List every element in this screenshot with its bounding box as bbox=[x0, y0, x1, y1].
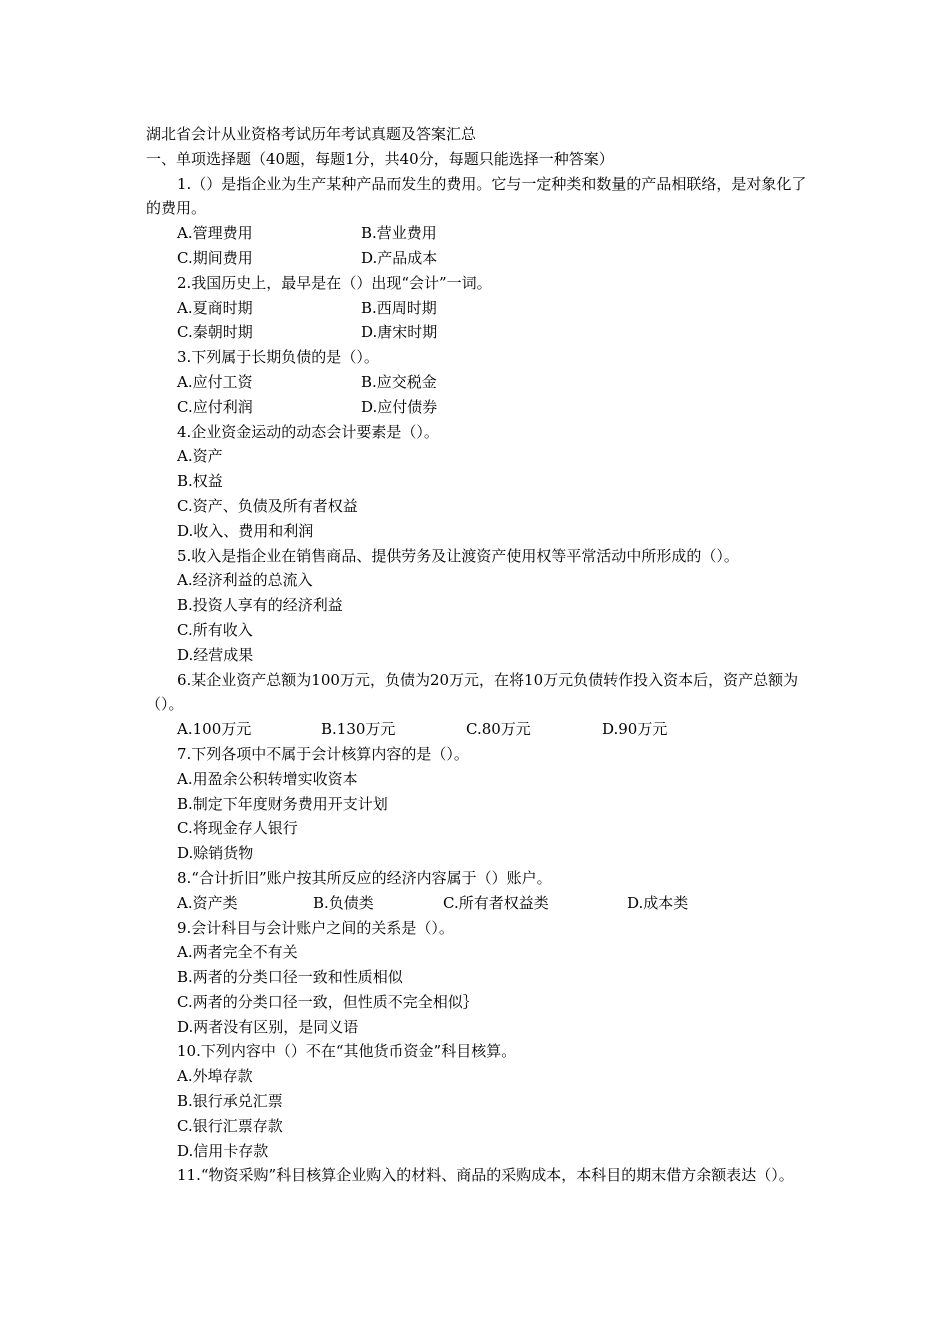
document-title: 湖北省会计从业资格考试历年考试真题及答案汇总 bbox=[146, 125, 477, 143]
option-d: D.成本类 bbox=[627, 893, 689, 912]
document-page bbox=[146, 122, 810, 1188]
question-5-stem: 5.收入是指企业在销售商品、提供劳务及让渡资产使用权等平常活动中所形成的（）。 bbox=[177, 546, 739, 565]
option-b: B.西周时期 bbox=[361, 298, 437, 317]
option-b: B.权益 bbox=[177, 472, 223, 491]
option-d: D.赊销货物 bbox=[177, 844, 254, 863]
option-c: C.所有收入 bbox=[177, 620, 253, 639]
option-d: D.经营成果 bbox=[177, 645, 254, 664]
option-d: D.90万元 bbox=[602, 720, 668, 739]
option-a: A.管理费用 bbox=[177, 224, 253, 243]
option-c: C.将现金存人银行 bbox=[177, 819, 298, 838]
option-a: A.外埠存款 bbox=[177, 1067, 253, 1086]
option-c: C.期间费用 bbox=[177, 248, 253, 267]
option-a: A.100万元 bbox=[177, 720, 252, 739]
option-b: B.银行承兑汇票 bbox=[177, 1092, 283, 1111]
question-6-stem: 6.某企业资产总额为100万元，负债为20万元，在将10万元负债转作投入资本后，资产总额为（）。 bbox=[146, 670, 799, 714]
option-b: B.应交税金 bbox=[361, 372, 437, 391]
option-c: C.所有者权益类 bbox=[443, 893, 549, 912]
question-11-stem: 11.“物资采购”科目核算企业购入的材料、商品的采购成本，本科目的期末借方余额表达（）。 bbox=[177, 1166, 794, 1185]
option-b: B.投资人享有的经济利益 bbox=[177, 596, 343, 615]
option-a: A.资产 bbox=[177, 447, 223, 466]
option-b: B.负债类 bbox=[313, 893, 374, 912]
option-d: D.信用卡存款 bbox=[177, 1141, 269, 1160]
question-1-stem: 1.（）是指企业为生产某种产品而发生的费用。它与一定种类和数量的产品相联络，是对象化了的费用。 bbox=[146, 174, 807, 218]
option-c: C.应付利润 bbox=[177, 397, 253, 416]
option-b: B.营业费用 bbox=[361, 224, 437, 243]
question-7-stem: 7.下列各项中不属于会计核算内容的是（）。 bbox=[177, 744, 469, 763]
question-3-options-row-1 bbox=[146, 370, 810, 395]
question-4-stem: 4.企业资金运动的动态会计要素是（）。 bbox=[177, 422, 439, 441]
option-d: D.产品成本 bbox=[361, 248, 438, 267]
option-b: B.两者的分类口径一致和性质相似 bbox=[177, 968, 403, 987]
option-c: C.80万元 bbox=[466, 720, 531, 739]
question-2-options-row-2 bbox=[146, 320, 810, 345]
option-c: C.资产、负债及所有者权益 bbox=[177, 496, 358, 515]
question-8-options bbox=[146, 891, 810, 916]
question-6-options bbox=[146, 717, 810, 742]
section-heading: 一、单项选择题（40题，每题1分，共40分，每题只能选择一种答案） bbox=[146, 149, 614, 168]
option-d: D.唐宋时期 bbox=[361, 323, 438, 342]
question-1-options-row-2 bbox=[146, 246, 810, 271]
option-a: A.夏商时期 bbox=[177, 298, 253, 317]
question-1-options-row-1 bbox=[146, 221, 810, 246]
option-a: A.资产类 bbox=[177, 893, 238, 912]
option-b: B.制定下年度财务费用开支计划 bbox=[177, 794, 388, 813]
question-8-stem: 8.“合计折旧”账户按其所反应的经济内容属于（）账户。 bbox=[177, 868, 552, 887]
option-c: C.两者的分类口径一致，但性质不完全相似｝ bbox=[177, 992, 478, 1011]
option-a: A.两者完全不有关 bbox=[177, 943, 298, 962]
question-3-stem: 3.下列属于长期负债的是（）。 bbox=[177, 348, 379, 367]
question-2-stem: 2.我国历史上，最早是在（）出现“会计”一词。 bbox=[177, 273, 492, 292]
option-c: C.银行汇票存款 bbox=[177, 1116, 283, 1135]
question-3-options-row-2 bbox=[146, 395, 810, 420]
option-b: B.130万元 bbox=[321, 720, 396, 739]
question-9-stem: 9.会计科目与会计账户之间的关系是（）。 bbox=[177, 918, 454, 937]
option-a: A.应付工资 bbox=[177, 372, 253, 391]
option-a: A.经济利益的总流入 bbox=[177, 571, 313, 590]
option-d: D.收入、费用和利润 bbox=[177, 521, 314, 540]
question-10-stem: 10.下列内容中（）不在“其他货币资金”科目核算。 bbox=[177, 1042, 517, 1061]
option-c: C.秦朝时期 bbox=[177, 323, 253, 342]
option-d: D.两者没有区别，是同义语 bbox=[177, 1017, 359, 1036]
option-d: D.应付债券 bbox=[361, 397, 438, 416]
question-2-options-row-1 bbox=[146, 296, 810, 321]
option-a: A.用盈余公积转增实收资本 bbox=[177, 769, 358, 788]
